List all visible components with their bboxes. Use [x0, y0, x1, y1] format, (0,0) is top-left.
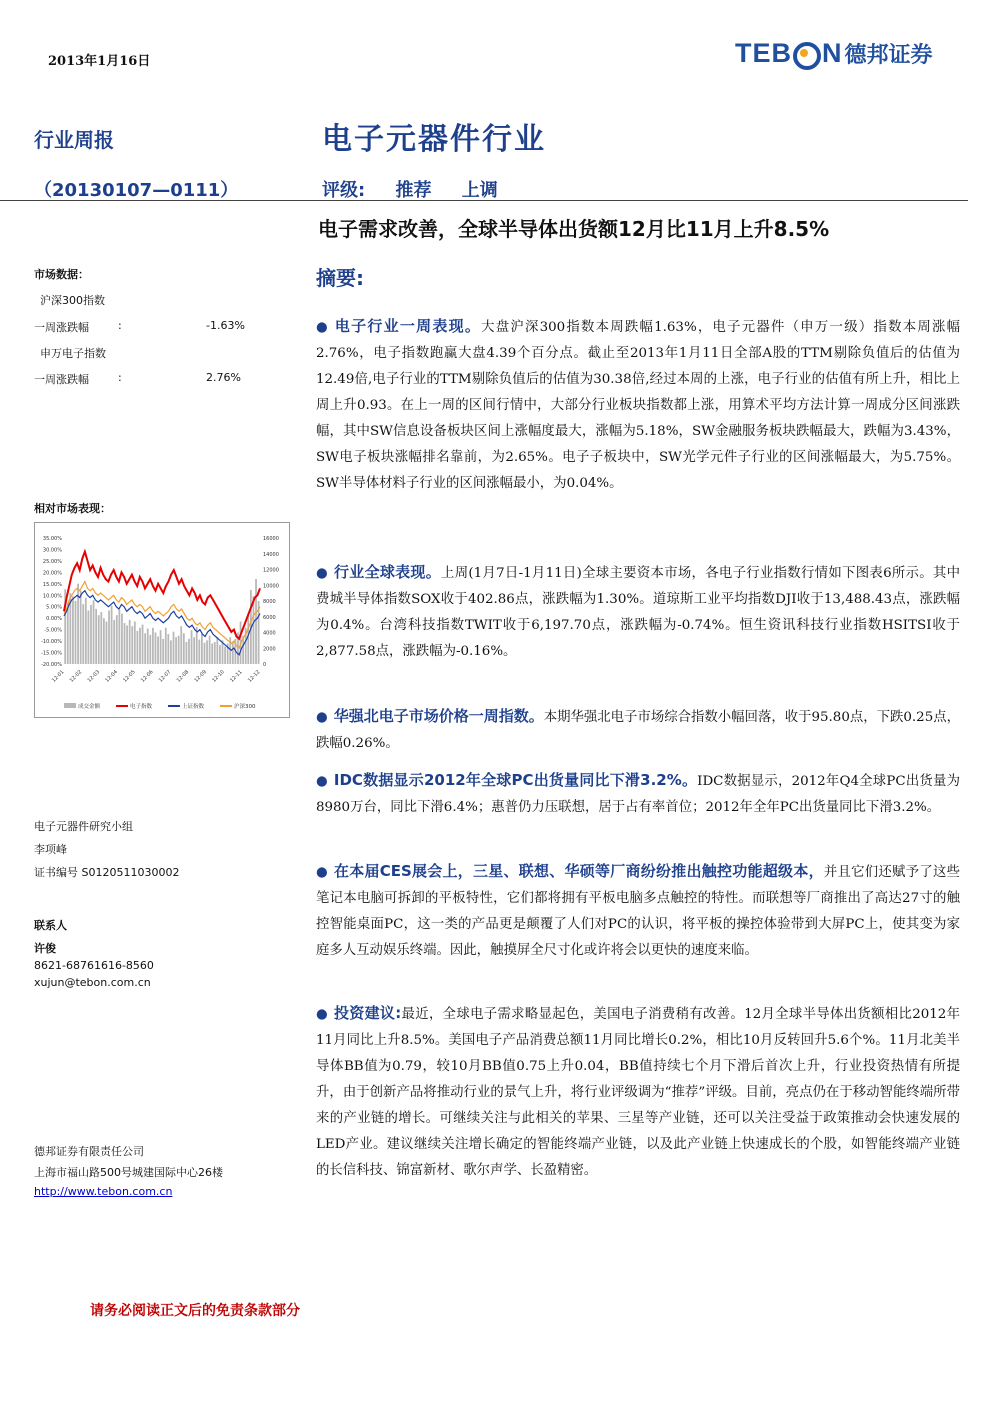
volume-bar: [157, 636, 159, 664]
volume-bar: [106, 621, 108, 664]
volume-bar: [160, 630, 162, 664]
volume-bar: [232, 642, 234, 664]
paragraph-electronic-weekly: [316, 313, 960, 497]
right-tick-label: 8000: [263, 599, 276, 605]
rating: [322, 176, 522, 202]
volume-bar: [247, 614, 249, 664]
left-tick-label: 20.00%: [42, 570, 62, 577]
paragraph-idc-pc: [316, 767, 960, 821]
contact-email[interactable]: xujun@tebon.com.cn: [34, 976, 151, 989]
logo-en-right: N: [822, 38, 843, 68]
x-tick-label: 12-07: [157, 669, 173, 684]
left-tick-label: 15.00%: [42, 581, 62, 588]
volume-bar: [126, 625, 128, 664]
left-tick-label: 0.00%: [46, 616, 62, 623]
bullet-icon: ●: [316, 320, 329, 335]
volume-bar: [152, 628, 154, 664]
volume-bar: [90, 605, 92, 664]
volume-bar: [178, 636, 180, 664]
left-tick-label: -20.00%: [41, 662, 62, 668]
left-tick-label: 35.00%: [42, 536, 62, 542]
volume-bar: [206, 640, 208, 664]
left-tick-label: 5.00%: [46, 604, 62, 611]
legend-label: 电子指数: [130, 704, 153, 710]
p3-text: 本期华强北电子市场综合指数小幅回落，收于95.80点，下跌0.25点，跌幅0.26%。: [316, 710, 961, 751]
summary-title: 摘要:: [316, 266, 364, 290]
volume-bar: [129, 620, 131, 664]
paragraph-investment-advice: [316, 1000, 960, 1184]
volume-bar: [103, 618, 105, 664]
volume-bar: [191, 630, 193, 664]
volume-bar: [198, 640, 200, 664]
x-tick-label: 12-02: [68, 669, 84, 684]
rating-value: 推荐: [395, 180, 432, 201]
certificate-number: 证书编号 S0120511030002: [34, 866, 180, 879]
report-type: 行业周报: [34, 128, 114, 152]
x-tick-label: 12-05: [122, 669, 137, 684]
volume-bar: [88, 610, 90, 664]
volume-bar: [75, 601, 77, 664]
company-name: 德邦证券有限责任公司: [34, 1145, 144, 1158]
legend-label: 上证指数: [182, 704, 205, 710]
volume-bar: [116, 615, 118, 664]
p6-lead: 投资建议:: [334, 1004, 402, 1022]
volume-bar: [170, 640, 172, 664]
x-tick-label: 12-12: [246, 669, 262, 684]
bullet-icon: ●: [316, 1007, 328, 1022]
tebon-logo: [735, 38, 933, 69]
index2-value: 2.76%: [206, 371, 241, 384]
legend-label: 成交金额: [78, 704, 101, 710]
x-tick-label: 12-09: [193, 669, 208, 684]
contact-phone: 8621-68761616-8560: [34, 959, 154, 972]
volume-bar: [155, 633, 157, 665]
volume-bar: [255, 579, 257, 664]
volume-bar: [180, 626, 182, 664]
index2-colon: :: [118, 371, 122, 384]
volume-bar: [167, 634, 169, 664]
volume-bar: [142, 625, 144, 664]
volume-bar: [85, 598, 87, 664]
paragraph-huaqiangbei: [316, 703, 960, 757]
x-tick-label: 12-01: [50, 669, 66, 684]
headline: 电子需求改善，全球半导体出货额12月比11月上升8.5%: [318, 217, 830, 241]
p1-lead: 电子行业一周表现。: [334, 317, 482, 335]
volume-bar: [121, 614, 123, 664]
volume-bar: [82, 604, 84, 664]
x-tick-label: 12-08: [175, 669, 191, 684]
volume-bar: [111, 606, 113, 664]
index1-row-label: 一周涨跌幅: [34, 321, 89, 334]
contact-name: 许俊: [34, 942, 56, 955]
rating-label: 评级:: [322, 180, 366, 201]
logo-o-icon: [793, 42, 821, 70]
left-tick-label: 30.00%: [42, 547, 62, 554]
research-team: 电子元器件研究小组: [34, 820, 133, 833]
bullet-icon: ●: [316, 774, 328, 789]
volume-bar: [165, 628, 167, 664]
volume-bar: [95, 609, 97, 664]
volume-bar: [144, 633, 146, 664]
p5-lead: 在本届CES展会上，三星、联想、华硕等厂商纷纷推出触控功能超级本，: [333, 862, 824, 880]
company-website-link[interactable]: http://www.tebon.com.cn: [34, 1185, 173, 1198]
x-tick-label: 12-06: [139, 669, 155, 684]
volume-bar: [108, 610, 110, 664]
index2-name: 申万电子指数: [40, 347, 106, 360]
relative-market-chart: [34, 522, 290, 718]
analyst-name: 李项峰: [34, 843, 67, 856]
volume-bar: [147, 629, 149, 664]
volume-bar: [216, 637, 218, 664]
right-tick-label: 0: [263, 662, 267, 668]
volume-bar: [201, 634, 203, 664]
company-address: 上海市福山路500号城建国际中心26楼: [34, 1166, 223, 1179]
volume-bar: [253, 596, 255, 664]
volume-bar: [93, 600, 95, 664]
x-tick-label: 12-04: [104, 669, 119, 684]
index2-row-label: 一周涨跌幅: [34, 373, 89, 386]
right-tick-label: 16000: [263, 536, 279, 542]
volume-bar: [224, 647, 226, 664]
p4-text: IDC数据显示，2012年Q4全球PC出货量为8980万台，同比下滑6.4%；惠普仍力压联想，居于占有率首位；2012年全年PC出货量同比下滑3.2%。: [316, 774, 960, 815]
paragraph-ces: [316, 858, 960, 964]
volume-bar: [204, 643, 206, 664]
legend-swatch: [64, 703, 76, 708]
volume-bar: [80, 591, 82, 664]
left-tick-label: 10.00%: [42, 593, 62, 600]
volume-bar: [183, 633, 185, 664]
p5-text: 并且它们还赋予了这些笔记本电脑可拆卸的平板特性，它们都将拥有平板电脑多点触控的特性。而联想等厂商推出了高达27寸的触控智能桌面PC，这一类的产品更是颠覆了人们对PC的认识，将平板的操控体验带到大屏PC上，使其变为家庭多人互动娱乐终端。因此，触摸屏全尺寸化或许将会以更快的速度来临。: [316, 865, 961, 958]
paragraph-global-performance: [316, 559, 960, 665]
chart-title: 相对市场表现：: [34, 502, 111, 515]
volume-bar: [214, 642, 216, 664]
left-tick-label: -15.00%: [41, 650, 62, 657]
volume-bar: [209, 636, 211, 664]
volume-bar: [134, 621, 136, 664]
bullet-icon: ●: [316, 566, 328, 581]
bullet-icon: ●: [316, 865, 328, 880]
right-tick-label: 2000: [263, 646, 276, 653]
index1-value: -1.63%: [206, 319, 245, 332]
x-tick-label: 12-11: [229, 669, 244, 684]
report-date: 2013年1月16日: [48, 54, 151, 69]
volume-bar: [118, 610, 120, 664]
index1-colon: :: [118, 319, 122, 332]
left-tick-label: 25.00%: [42, 558, 62, 565]
right-tick-label: 10000: [263, 583, 279, 590]
p2-text: 上周(1月7日-1月11日)全球主要资本市场，各电子行业指数行情如下图表6所示。其中费城半导体指数SOX收于402.86点，涨跌幅为1.30%。道琼斯工业平均指数DJI收于13,488.43点，涨跌幅为0.4%。台湾科技指数TWIT收于6,197.70点，涨跌幅为-0.74%。恒生资讯科技行业指数HSITSI收于2,877.58点，涨跌幅为-0.16%。: [316, 566, 960, 659]
volume-bar: [175, 637, 177, 664]
p2-lead: 行业全球表现。: [333, 563, 442, 581]
legend-label: 沪深300: [234, 704, 256, 710]
right-tick-label: 14000: [263, 551, 279, 558]
p3-lead: 华强北电子市场价格一周指数。: [333, 707, 544, 725]
left-tick-label: -5.00%: [44, 627, 62, 634]
volume-bar: [113, 620, 115, 664]
report-period: （20130107—0111）: [34, 180, 239, 201]
volume-bar: [98, 615, 100, 664]
volume-bar: [219, 645, 221, 664]
industry-title: 电子元器件行业: [322, 122, 546, 157]
right-tick-label: 4000: [263, 630, 276, 637]
volume-bar: [162, 639, 164, 664]
volume-bar: [131, 626, 133, 664]
market-data-title: 市场数据：: [34, 268, 89, 281]
volume-bar: [186, 642, 188, 664]
volume-bar: [193, 637, 195, 664]
right-tick-label: 12000: [263, 567, 279, 574]
volume-bar: [173, 632, 175, 664]
disclaimer-note: 请务必阅读正文后的免责条款部分: [90, 1303, 300, 1319]
volume-bar: [124, 623, 126, 664]
bullet-icon: ●: [316, 710, 328, 725]
logo-cn: 德邦证券: [844, 43, 933, 68]
volume-bar: [100, 612, 102, 664]
x-tick-label: 12-03: [86, 669, 102, 684]
p4-lead: IDC数据显示2012年全球PC出货量同比下滑3.2%。: [333, 771, 698, 789]
x-tick-label: 12-10: [211, 669, 226, 684]
volume-bar: [67, 603, 69, 664]
volume-bar: [139, 628, 141, 664]
left-tick-label: -10.00%: [41, 639, 62, 646]
volume-bar: [72, 596, 74, 664]
p6-text: 最近，全球电子需求略显起色，美国电子消费稍有改善。12月全球半导体出货额相比2012年11月同比上升8.5%。美国电子产品消费总额11月同比增长0.2%，相比10月反转回升5.6个%。11月北美半导体BB值为0.79，较10月BB值0.75上升0.04，BB值持续七个月下滑后首次上升，行业投资热情有所提升，由于创新产品将推动行业的景气上升，将行业评级调为“推荐”评级。目前，亮点仍在于移动智能终端所带来的产业链的增长。可继续关注与此相关的苹果、三星等产业链，还可以关注受益于政策推动会快速发展的LED产业。建议继续关注增长确定的智能终端产业链，以及此产业链上快速成长的个股，如智能终端产业链的长信科技、锦富新材、歌尔声学、长盈精密。: [316, 1007, 960, 1178]
volume-bar: [188, 639, 190, 664]
contact-title: 联系人: [34, 919, 67, 932]
volume-bar: [211, 644, 213, 664]
right-tick-label: 6000: [263, 614, 276, 621]
header-rule: [0, 200, 968, 201]
logo-en-left: TEB: [735, 38, 792, 68]
p1-text: 大盘沪深300指数本周跌幅1.63%，电子元器件（申万一级）指数本周涨幅2.76%，电子指数跑赢大盘4.39个百分点。截止至2013年1月11日全部A股的TTM剔除负值后的估值为12.49倍,电子行业的TTM剔除负值后的估值为30.38倍,经过本周的上涨，电子行业的估值有所上升，相比上周上升0.93。在上一周的区间行情中，大部分行业板块指数都上涨，用算术平均方法计算一周成分区间涨跌幅，其中SW信息设备板块区间上涨幅度最大，涨幅为5.18%，SW金融服务板块跌幅最大，跌幅为3.43%， SW电子板块涨幅排名靠前，为2.65%。电子子板块中，SW光学元件子行业的区间涨幅最大，为5.75%。SW半导体材料子行业的区间涨幅最小，为0.04%。: [316, 320, 960, 491]
volume-bar: [137, 631, 139, 664]
volume-bar: [149, 635, 151, 664]
index1-name: 沪深300指数: [40, 294, 105, 307]
rating-change: 上调: [461, 180, 498, 201]
